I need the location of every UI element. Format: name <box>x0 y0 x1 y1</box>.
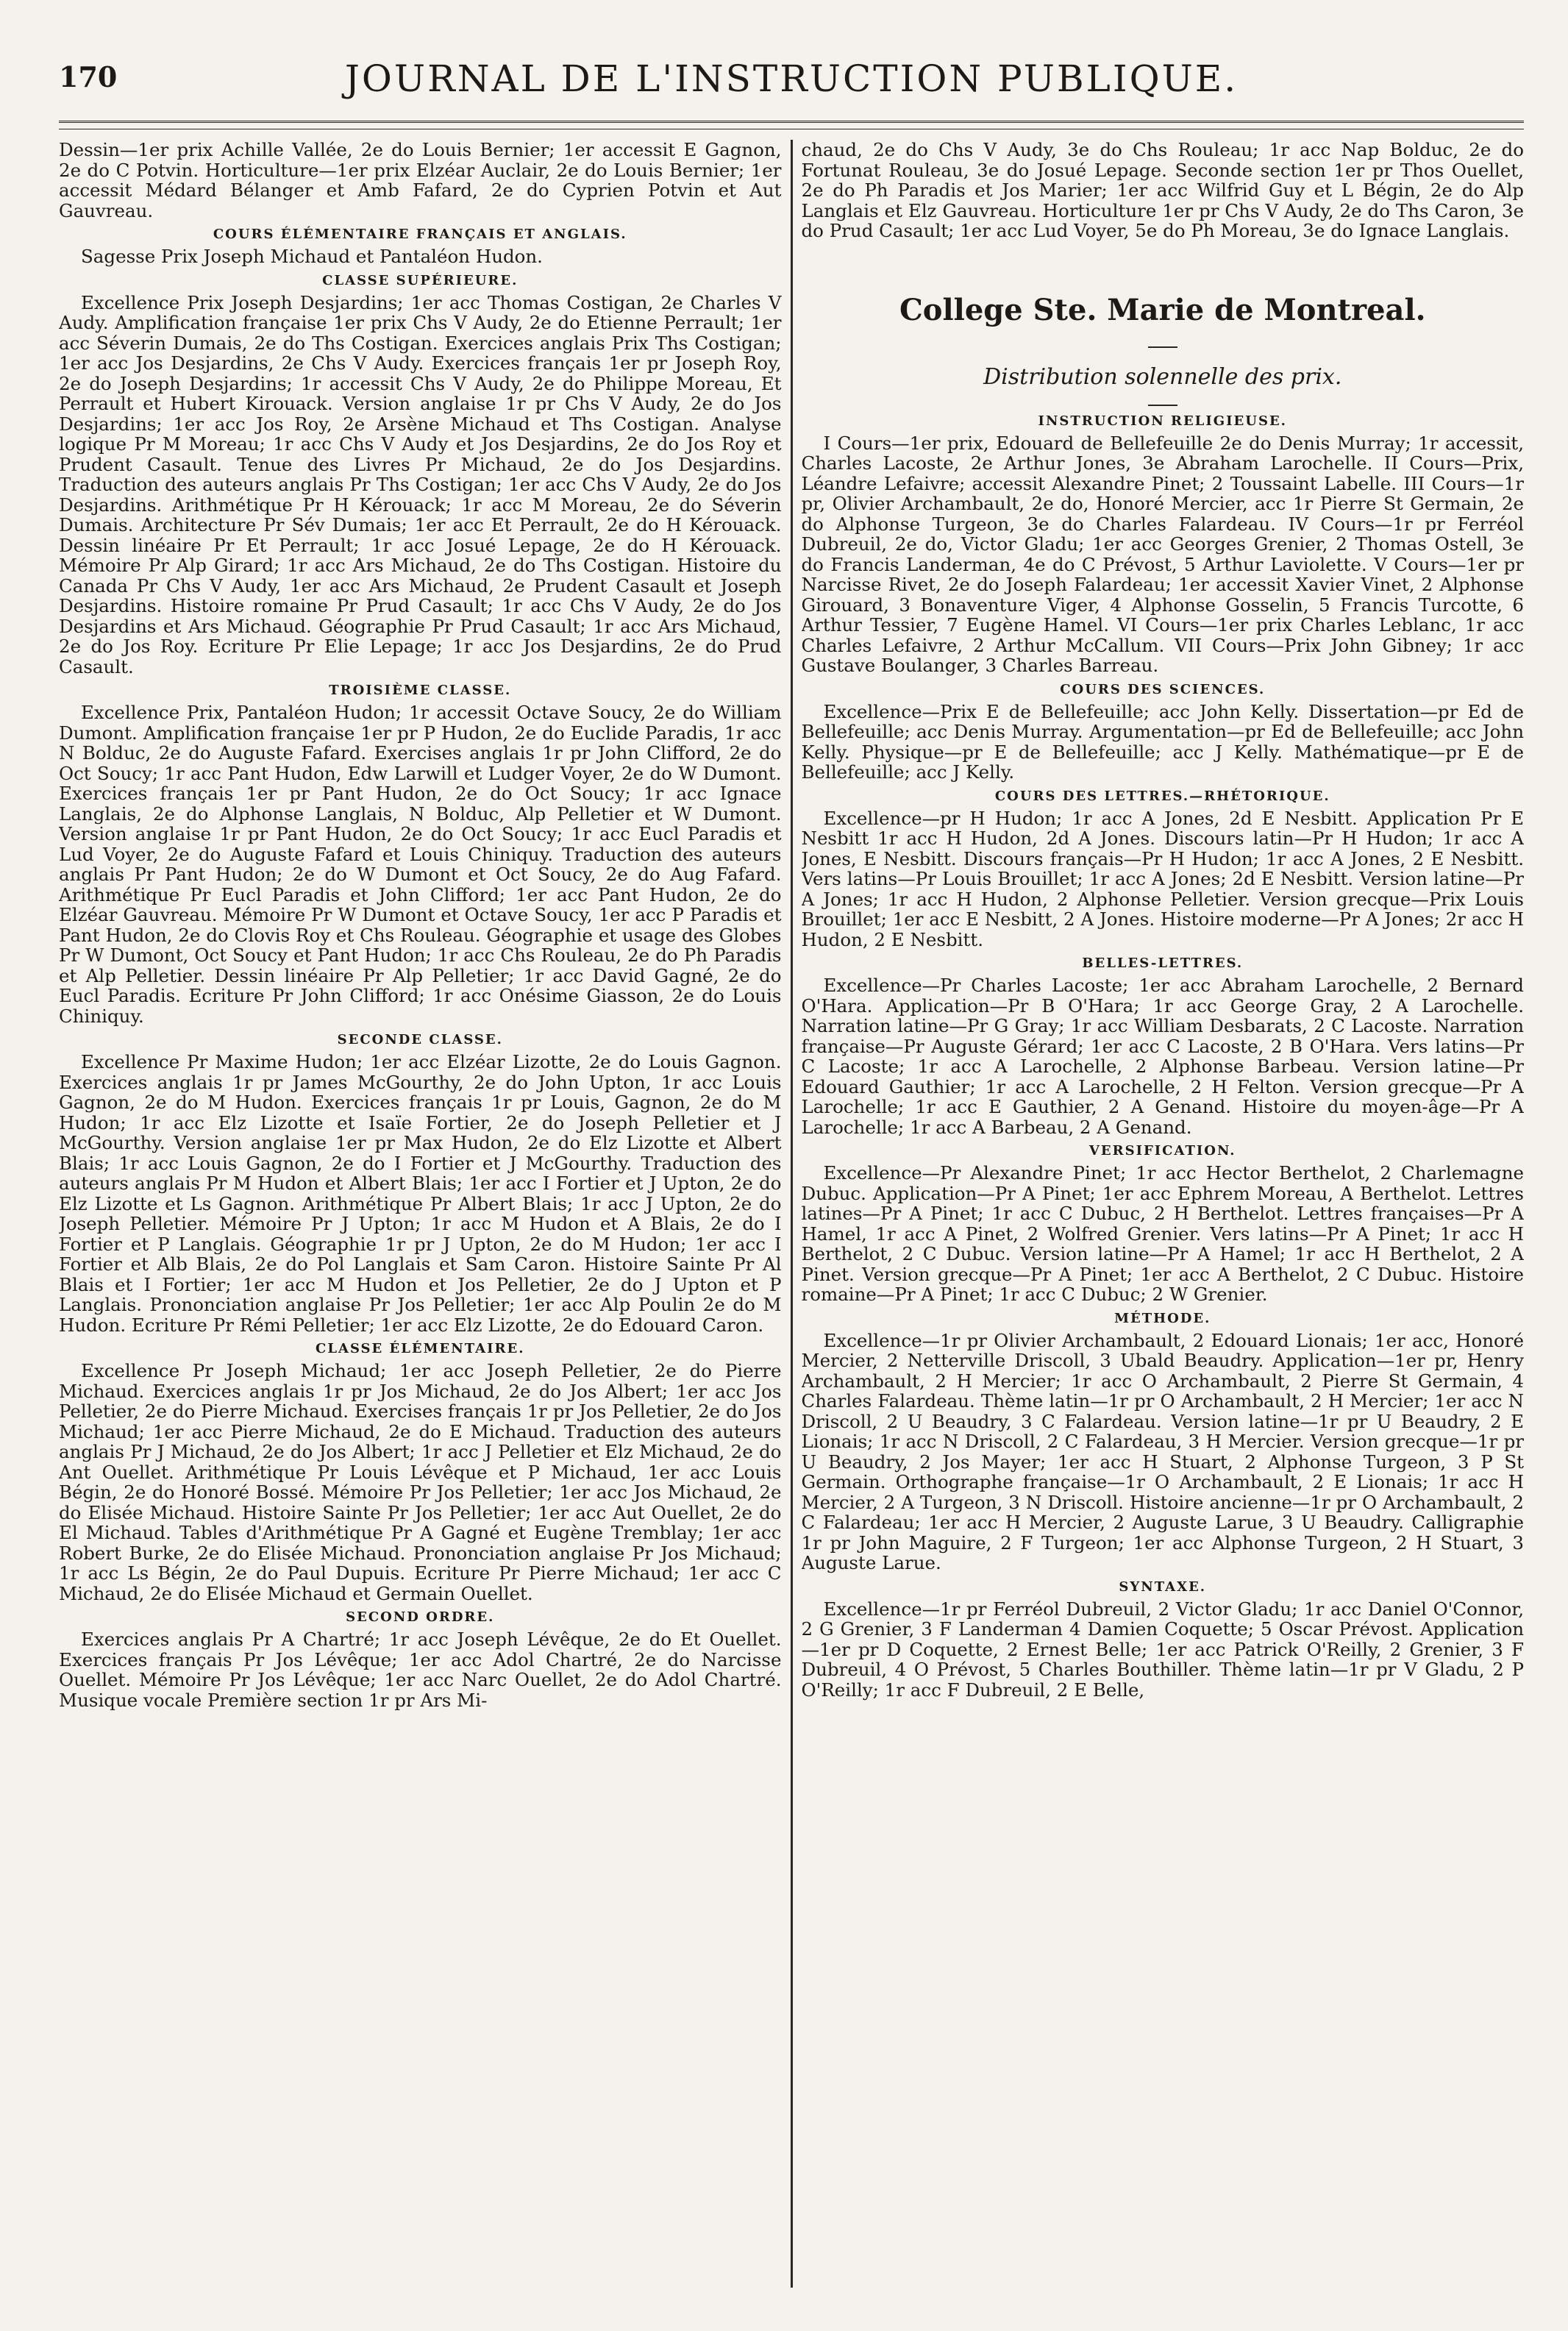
short-rule <box>1148 346 1177 348</box>
section-heading: COURS DES SCIENCES. <box>1060 681 1266 697</box>
paragraph: Excellence Prix Joseph Desjardins; 1er acc Thomas Costigan, 2e Charles V Audy. Amplification française 1er prix Chs V Audy, 2e do Etienne Perrault; 1er acc Séverin Dumais, 2e do Ths Costigan. Exercices anglais Prix Ths Costigan; 1er acc Jos Desjardins, 2e Chs V Audy. Exercices français 1er pr Joseph Roy, 2e do Joseph Desjardins; 1r accessit Chs V Audy, 2e do Philippe Moreau, Et Perrault et Hubert Kirouack. Version anglaise 1r pr Chs V Audy, 2e do Jos Desjardins; 1er acc Jos Roy, 2e Arsène Michaud et Ths Costigan. Analyse logique Pr M Moreau; 1r acc Chs V Audy et Jos Desjardins, 2e do Jos Roy et Prudent Casault. Tenue des Livres Pr Michaud, 2e do Jos Desjardins. Traduction des auteurs anglais Pr Ths Costigan; 1er acc Chs V Audy, 2e do Jos Desjardins. Arithmétique Pr H Kérouack; 1r acc M Moreau, 2e do Séverin Dumais. Architecture Pr Sév Dumais; 1er acc Et Perrault, 2e do H Kérouack. Dessin linéaire Pr Et Perrault; 1r acc Josué Lepage, 2e do H Kérouack. Mémoire Pr Alp Girard; 1r acc Ars Michaud, 2e do Ths Costigan. Histoire du Canada Pr Chs V Audy, 1er acc Ars Michaud, 2e Prudent Casault et Joseph Desjardins. Histoire romaine Pr Prud Casault; 1r acc Chs V Audy, 2e do Jos Desjardins et Ars Michaud. Géographie Pr Prud Casault; 1r acc Ars Michaud, 2e do Jos Roy. Ecriture Pr Elie Lepage; 1r acc Jos Desjardins, 2e do Prud Casault. <box>59 291 782 677</box>
section-heading: VERSIFICATION. <box>1088 1143 1236 1159</box>
article-subtitle: Distribution solennelle des prix. <box>983 363 1342 390</box>
section-heading: INSTRUCTION RELIGIEUSE. <box>1038 413 1287 429</box>
section-heading: TROISIÈME CLASSE. <box>329 683 512 698</box>
page-number: 170 <box>59 60 118 93</box>
paragraph: Excellence—1r pr Olivier Archambault, 2 Edouard Lionais; 1er acc, Honoré Mercier, 2 Netterville Driscoll, 3 Ubald Beaudry. Application—1er pr, Henry Archambault, 2 H Mercier; 1r acc O Archambault, 2 Pierre St Germain, 4 Charles Falardeau. Thème latin—1r pr O Archambault, 2 H Mercier; 1er acc N Driscoll, 2 U Beaudry, 3 C Falardeau. Version latine—1r pr U Beaudry, 2 E Lionais; 1r acc N Driscoll, 2 C Falardeau, 3 H Mercier. Version grecque—1r pr U Beaudry, 2 Jos Mayer; 1er acc H Stuart, 2 Alphonse Turgeon, 3 P St Germain. Orthographe française—1r O Archambault, 2 E Lionais; 1r acc H Mercier, 2 A Turgeon, 3 N Driscoll. Histoire ancienne—1r pr O Archambault, 2 C Falardeau; 1er acc H Mercier, 2 Auguste Larue, 3 U Beaudry. Calligraphie 1r pr John Maguire, 2 F Turgeon; 1er acc Alphonse Turgeon, 2 H Stuart, 3 Auguste Larue. <box>801 1329 1524 1573</box>
paragraph: Excellence—Prix E de Bellefeuille; acc John Kelly. Dissertation—pr Ed de Bellefeuille; acc Denis Murray. Argumentation—pr Ed de Bellefeuille; acc John Kelly. Physique—pr E de Bellefeuille; acc J Kelly. Mathématique—pr E de Bellefeuille; acc J Kelly. <box>801 700 1524 783</box>
section-heading: CLASSE SUPÉRIEURE. <box>322 272 518 288</box>
section-heading: COURS ÉLÉMENTAIRE FRANÇAIS ET ANGLAIS. <box>213 227 627 242</box>
section-heading: CLASSE ÉLÉMENTAIRE. <box>316 1341 525 1356</box>
header-rule <box>59 121 1524 129</box>
paragraph: Excellence—Pr Charles Lacoste; 1er acc Abraham Larochelle, 2 Bernard O'Hara. Application—Pr B O'Hara; 1r acc George Gray, 2 A Larochelle. Narration latine—Pr G Gray; 1r acc William Desbarats, 2 C Lacoste. Narration française—Pr Auguste Gérard; 1er acc C Lacoste, 2 B O'Hara. Vers latins—Pr C Lacoste; 1r acc A Larochelle, 2 Alphonse Barbeau. Version latine—Pr Edouard Gauthier; 1r acc A Larochelle, 2 H Felton. Version grecque—Pr A Larochelle; 1r acc E Gauthier, 2 A Genand. Histoire du moyen-âge—Pr A Larochelle; 1r acc A Barbeau, 2 A Genand. <box>801 975 1524 1138</box>
page-header <box>59 51 1524 118</box>
paragraph: Excellence—1r pr Ferréol Dubreuil, 2 Victor Gladu; 1r acc Daniel O'Connor, 2 G Grenier, 3 F Landerman 4 Damien Coquette; 5 Oscar Prévost. Application—1er pr D Coquette, 2 Ernest Belle; 1er acc Patrick O'Reilly, 2 Grenier, 3 F Dubreuil, 4 O Prévost, 5 Charles Bouthiller. Thème latin—1r pr V Gladu, 2 P O'Reilly; 1r acc F Dubreuil, 2 E Belle, <box>801 1598 1524 1701</box>
paragraph: Excellence Prix, Pantaléon Hudon; 1r accessit Octave Soucy, 2e do William Dumont. Amplification française 1er pr P Hudon, 2e do Euclide Paradis, 1r acc N Bolduc, 2e do Auguste Fafard. Exercises anglais 1r pr John Clifford, 2e do Oct Soucy; 1r acc Pant Hudon, Edw Larwill et Ludger Voyer, 2e do W Dumont. Exercices français 1er pr Pant Hudon, 2e do Oct Soucy; 1r acc Ignace Langlais, 2e do Alphonse Langlais, N Bolduc, Alp Pelletier et W Dumont. Version anglaise 1r pr Pant Hudon, 2e do Oct Soucy; 1r acc Eucl Paradis et Lud Voyer, 2e do Auguste Fafard et Louis Chiniquy. Traduction des auteurs anglais Pr Pant Hudon; 2e do W Dumont et Oct Soucy, 2e do Aug Fafard. Arithmétique Pr Eucl Paradis et John Clifford; 1er acc Pant Hudon, 2e do Elzéar Gauvreau. Mémoire Pr W Dumont et Octave Soucy, 1er acc P Paradis et Pant Hudon, 2e do Clovis Roy et Chs Rouleau. Géographie et usage des Globes Pr W Dumont, Oct Soucy et Pant Hudon; 1r acc Chs Rouleau, 2e do Ph Paradis et Alp Pelletier. Dessin linéaire Pr Alp Pelletier; 1r acc David Gagné, 2e do Eucl Paradis. Ecriture Pr John Clifford; 1r acc Onésime Giasson, 2e do Louis Chiniquy. <box>59 702 782 1027</box>
paragraph: Dessin—1er prix Achille Vallée, 2e do Louis Bernier; 1er accessit E Gagnon, 2e do C Potvin. Horticulture—1er prix Elzéar Auclair, 2e do Louis Bernier; 1er accessit Médard Bélanger et Amb Fafard, 2e do Cyprien Potvin et Aut Gauvreau. <box>59 140 782 221</box>
paragraph: I Cours—1er prix, Edouard de Bellefeuille 2e do Denis Murray; 1r accessit, Charles Lacoste, 2e Arthur Jones, 3e Abraham Larochelle. II Cours—Prix, Léandre Lefaivre; accessit Alexandre Pinet; 2 Toussaint Labelle. III Cours—1r pr, Olivier Archambault, 2e do, Honoré Mercier, acc 1r Pierre St Germain, 2e do Alphonse Turgeon, 3e do Charles Falardeau. IV Cours—1r pr Ferréol Dubreuil, 2e do, Victor Gladu; 1er acc Georges Grenier, 2 Thomas Ostell, 3e do Francis Landerman, 4e do C Prévost, 5 Arthur Laviolette. V Cours—1er pr Narcisse Rivet, 2e do Joseph Falardeau; 1er accessit Xavier Vinet, 2 Alphonse Girouard, 3 Bonaventure Viger, 4 Alphonse Gosselin, 5 Francis Turcotte, 6 Arthur Tessier, 7 Eugène Hamel. VI Cours—1er prix Charles Leblanc, 1r acc Charles Lefaivre, 2 Arthur McCallum. VII Cours—Prix John Gibney; 1r acc Gustave Boulanger, 3 Charles Barreau. <box>801 432 1524 676</box>
paragraph: Excellence—pr H Hudon; 1r acc A Jones, 2d E Nesbitt. Application Pr E Nesbitt 1r acc H Hudon, 2d A Jones. Discours latin—Pr H Hudon; 1r acc A Jones, E Nesbitt. Discours français—Pr H Hudon; 1r acc A Jones, 2 E Nesbitt. Vers latins—Pr Louis Brouillet; 1r acc A Jones; 2d E Nesbitt. Version latine—Pr A Jones; 1r acc H Hudon, 2 Alphonse Pelletier. Version grecque—Prix Louis Brouillet; 1er acc E Nesbitt, 2 A Jones. Histoire moderne—Pr A Jones; 2r acc H Hudon, 2 E Nesbitt. <box>801 807 1524 950</box>
paragraph: chaud, 2e do Chs V Audy, 3e do Chs Rouleau; 1r acc Nap Bolduc, 2e do Fortunat Rouleau, 3e do Josué Lepage. Seconde section 1er pr Thos Ouellet, 2e do Ph Paradis et Jos Marier; 1er acc Wilfrid Guy et L Bégin, 2e do Alp Langlais et Elz Gauvreau. Horticulture 1er pr Chs V Audy, 2e do Ths Caron, 3e do Prud Casault; 1er acc Lud Voyer, 5e do Ph Moreau, 3e do Ignace Langlais. <box>801 140 1524 241</box>
column-divider <box>791 140 793 2288</box>
paragraph: Excellence—Pr Alexandre Pinet; 1r acc Hector Berthelot, 2 Charlemagne Dubuc. Application—Pr A Pinet; 1er acc Ephrem Moreau, A Berthelot. Lettres latines—Pr A Pinet; 1r acc C Dubuc, 2 H Berthelot. Lettres françaises—Pr A Hamel, 1r acc A Pinet, 2 Wolfred Grenier. Vers latins—Pr A Pinet; 1r acc H Berthelot, 2 C Dubuc. Version latine—Pr A Hamel; 1r acc H Berthelot, 2 A Pinet. Version grecque—Pr A Pinet; 1er acc A Berthelot, 2 C Dubuc. Histoire romaine—Pr A Pinet; 1r acc C Dubuc; 2 W Grenier. <box>801 1162 1524 1305</box>
paragraph: Excellence Pr Maxime Hudon; 1er acc Elzéar Lizotte, 2e do Louis Gagnon. Exercices anglais 1r pr James McGourthy, 2e do John Upton, 1r acc Louis Gagnon, 2e do M Hudon. Exercices français 1r pr Louis, Gagnon, 2e do M Hudon; 1r acc Elz Lizotte et Isaïe Fortier, 2e do Joseph Pelletier et J McGourthy. Version anglaise 1er pr Max Hudon, 2e do Elz Lizotte et Albert Blais; 1r acc Louis Gagnon, 2e do I Fortier et J McGourthy. Traduction des auteurs anglais Pr M Hudon et Albert Blais; 1er acc I Fortier et J Upton, 2e do Elz Lizotte et Ls Gagnon. Arithmétique Pr Albert Blais; 1r acc J Upton, 2e do Joseph Pelletier. Mémoire Pr J Upton; 1r acc M Hudon et A Blais, 2e do I Fortier et P Langlais. Géographie 1r pr J Upton, 2e do M Hudon; 1er acc I Fortier et Alb Blais, 2e do Pol Langlais et Sam Caron. Histoire Sainte Pr Al Blais et I Fortier; 1er acc M Hudon et Jos Pelletier, 2e do J Upton et P Langlais. Prononciation anglaise Pr Jos Pelletier; 1er acc Alp Poulin 2e do M Hudon. Ecriture Pr Rémi Pelletier; 1er acc Elz Lizotte, 2e do Edouard Caron. <box>59 1051 782 1336</box>
running-title: JOURNAL DE L'INSTRUCTION PUBLIQUE. <box>344 57 1239 100</box>
paragraph: Sagesse Prix Joseph Michaud et Pantaléon Hudon. <box>81 246 543 267</box>
section-heading: BELLES-LETTRES. <box>1082 955 1244 971</box>
paragraph: Exercices anglais Pr A Chartré; 1r acc Joseph Lévêque, 2e do Et Ouellet. Exercices français Pr Jos Lévêque; 1er acc Adol Chartré, 2e do Narcisse Ouellet. Mémoire Pr Jos Lévêque; 1er acc Narc Ouellet, 2e do Adol Chartré. Musique vocale Première section 1r pr Ars Mi- <box>59 1629 782 1711</box>
section-heading: COURS DES LETTRES.—RHÉTORIQUE. <box>994 788 1330 804</box>
section-heading: SYNTAXE. <box>1119 1579 1207 1595</box>
columns <box>59 140 1524 2288</box>
right-column <box>802 140 1525 2288</box>
section-heading: MÉTHODE. <box>1114 1310 1211 1326</box>
paragraph: Excellence Pr Joseph Michaud; 1er acc Joseph Pelletier, 2e do Pierre Michaud. Exercices anglais 1r pr Jos Michaud, 2e do Jos Albert; 1er acc Jos Pelletier, 2e do Pierre Michaud. Exercises français 1r pr Jos Pelletier, 2e do Jos Michaud; 1er acc Pierre Michaud, 2e do E Michaud. Traduction des auteurs anglais Pr J Michaud, 2e do Jos Albert; 1r acc J Pelletier et Elz Michaud, 2e do Ant Ouellet. Arithmétique Pr Louis Lévêque et P Michaud, 1er acc Louis Bégin, 2e do Honoré Bossé. Mémoire Pr Jos Pelletier; 1er acc Jos Michaud, 2e do Elisée Michaud. Histoire Sainte Pr Jos Pelletier; 1er acc Aut Ouellet, 2e do El Michaud. Tables d'Arithmétique Pr A Gagné et Eugène Tremblay; 1er acc Robert Burke, 2e do Elisée Michaud. Prononciation anglaise Pr Jos Michaud; 1r acc Ls Bégin, 2e do Paul Dupuis. Ecriture Pr Pierre Michaud; 1er acc C Michaud, 2e do Elisée Michaud et Germain Ouellet. <box>59 1360 782 1604</box>
section-heading: SECOND ORDRE. <box>346 1609 495 1625</box>
section-heading: SECONDE CLASSE. <box>337 1032 503 1047</box>
short-rule <box>1148 405 1177 406</box>
article-title: College Ste. Marie de Montreal. <box>899 292 1426 327</box>
left-column <box>59 140 782 2288</box>
